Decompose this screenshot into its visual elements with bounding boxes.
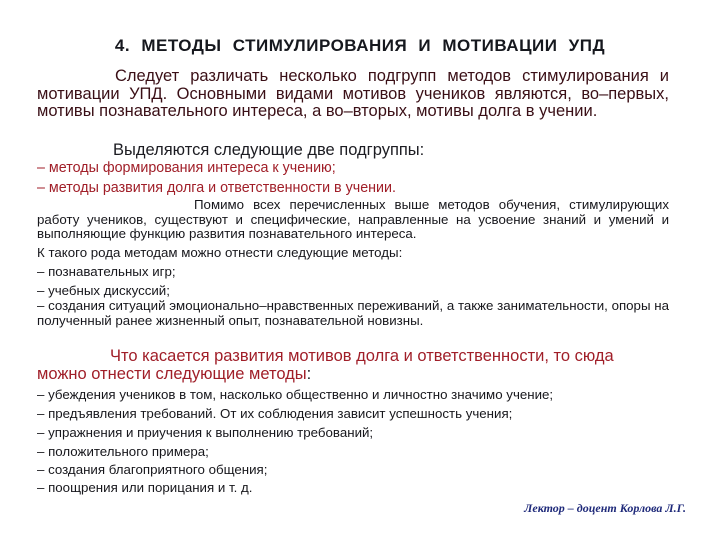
duty-method-encouragement: – поощрения или порицания и т. д.: [37, 480, 253, 495]
duty-intro-text: Что касается развития мотивов долга и ответственности, то сюда можно отнести следующие методы: [37, 347, 614, 383]
interest-method-situations: – создания ситуаций эмоционально–нравственных переживаний, а также занимательности, опоры на полученный ранее жизненный опыт, познавательной новизны.: [37, 298, 669, 328]
duty-method-communication: – создания благоприятного общения;: [37, 462, 268, 477]
subgroups-intro: Выделяются следующие две подгруппы:: [113, 141, 425, 159]
lecturer-signature: Лектор – доцент Корлова Л.Г.: [524, 501, 686, 515]
duty-method-persuasion: – убеждения учеников в том, насколько общественно и личностно значимо учение;: [37, 387, 554, 402]
interest-method-discussions: – учебных дискуссий;: [37, 283, 170, 298]
duty-method-requirements: – предъявления требований. От их соблюдения зависит успешность учения;: [37, 406, 513, 421]
interest-method-games: – познавательных игр;: [37, 264, 176, 279]
duty-methods-intro: [37, 348, 662, 383]
duty-intro-colon: :: [306, 364, 312, 383]
duty-method-example: – положительного примера;: [37, 444, 209, 459]
page-title: 4. МЕТОДЫ СТИМУЛИРОВАНИЯ И МОТИВАЦИИ УПД: [114, 36, 606, 55]
duty-method-exercises: – упражнения и приучения к выполнению требований;: [37, 425, 374, 440]
subgroup-item-interest: – методы формирования интереса к учению;: [37, 160, 336, 176]
interest-methods-intro: К такого рода методам можно отнести следующие методы:: [37, 245, 403, 260]
specific-methods-paragraph: Помимо всех перечисленных выше методов обучения, стимулирующих работу учеников, существуют и специфические, направленные на усвоение знаний и умений и выполняющие функцию развития познавательного интереса.: [37, 197, 669, 241]
subgroup-item-duty: – методы развития долга и ответственности в учении.: [37, 180, 396, 196]
intro-paragraph: Следует различать несколько подгрупп методов стимулирования и мотивации УПД. Основными видами мотивов учеников являются, во–первых, мотивы познавательного интереса, а во–вторых, мотивы долга в учении.: [37, 67, 669, 120]
